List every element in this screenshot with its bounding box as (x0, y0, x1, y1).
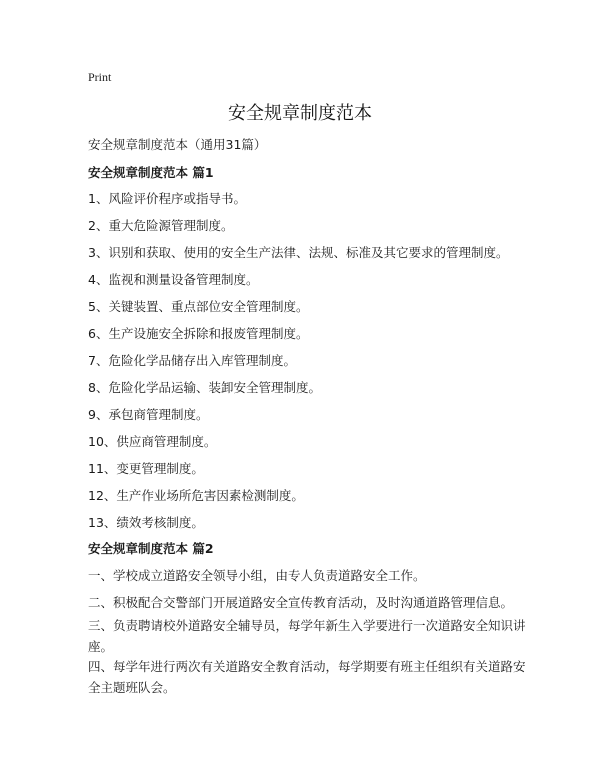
list-item: 6、生产设施安全拆除和报废管理制度。 (88, 326, 309, 341)
list-item: 13、绩效考核制度。 (88, 515, 204, 530)
section-heading-1: 安全规章制度范本 篇1 (88, 165, 214, 180)
list-item: 8、危险化学品运输、装卸安全管理制度。 (88, 380, 321, 395)
list-item: 二、积极配合交警部门开展道路安全宣传教育活动，及时沟通道路管理信息。 (88, 595, 514, 610)
list-item: 9、承包商管理制度。 (88, 407, 209, 422)
list-item: 一、学校成立道路安全领导小组，由专人负责道路安全工作。 (88, 568, 426, 583)
list-item: 11、变更管理制度。 (88, 461, 204, 476)
list-item: 10、供应商管理制度。 (88, 434, 217, 449)
list-item: 5、关键装置、重点部位安全管理制度。 (88, 299, 309, 314)
list-item: 7、危险化学品储存出入库管理制度。 (88, 353, 296, 368)
section-heading-2: 安全规章制度范本 篇2 (88, 541, 214, 556)
print-link[interactable]: Print (88, 70, 112, 84)
list-item: 1、风险评价程序或指导书。 (88, 191, 246, 206)
page-title: 安全规章制度范本 (228, 103, 372, 124)
list-item: 2、重大危险源管理制度。 (88, 218, 234, 233)
list-item: 四、每学年进行两次有关道路安全教育活动，每学期要有班主任组织有关道路安全主题班队会。 (88, 659, 526, 695)
list-item: 12、生产作业场所危害因素检测制度。 (88, 488, 304, 503)
document-subtitle: 安全规章制度范本（通用31篇） (88, 137, 267, 152)
list-item: 3、识别和获取、使用的安全生产法律、法规、标准及其它要求的管理制度。 (88, 245, 509, 260)
list-item: 4、监视和测量设备管理制度。 (88, 272, 259, 287)
list-item: 三、负责聘请校外道路安全辅导员，每学年新生入学要进行一次道路安全知识讲座。 (88, 618, 526, 654)
